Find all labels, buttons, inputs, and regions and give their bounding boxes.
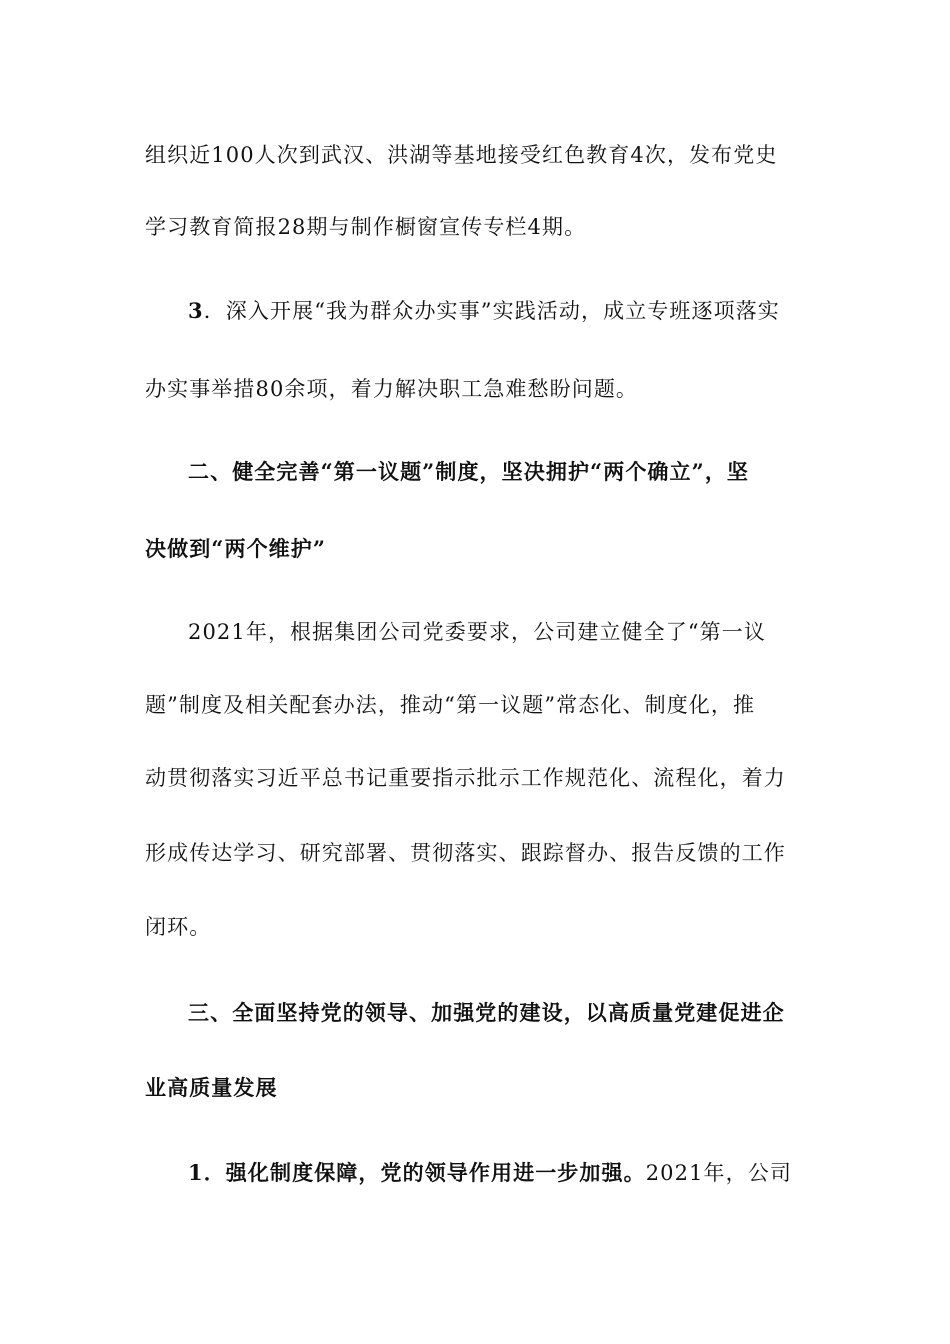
- section-heading: 决做到“两个维护”: [145, 536, 327, 561]
- paragraph-line: 题”制度及相关配套办法，推动“第一议题”常态化、制度化，推: [145, 693, 756, 717]
- paragraph-line: 2021年，根据集团公司党委要求，公司建立健全了“第一议: [188, 620, 766, 644]
- paragraph-line: 学习教育简报28期与制作橱窗宣传专栏4期。: [145, 215, 587, 239]
- item-lead: 1．强化制度保障，党的领导作用进一步加强。: [188, 1160, 646, 1185]
- paragraph-line: 动贯彻落实习近平总书记重要指示批示工作规范化、流程化，着力: [145, 766, 786, 790]
- paragraph-line: 形成传达学习、研究部署、贯彻落实、跟踪督办、报告反馈的工作: [145, 841, 786, 865]
- item-text: 2021年，公司: [645, 1161, 792, 1185]
- item-number: 3: [188, 298, 204, 323]
- paragraph-line: 办实事举措80余项，着力解决职工急难愁盼问题。: [145, 377, 639, 401]
- paragraph-line: [188, 297, 853, 325]
- item-text: ．深入开展“我为群众办实事”实践活动，成立专班逐项落实: [203, 299, 780, 323]
- paragraph-line: 闭环。: [145, 915, 212, 939]
- section-heading: 三、全面坚持党的领导、加强党的建设，以高质量党建促进企: [188, 1000, 785, 1025]
- paragraph-line: [188, 1159, 853, 1187]
- section-heading: 二、健全完善“第一议题”制度，坚决拥护“两个确立”，坚: [188, 459, 750, 484]
- section-heading: 业高质量发展: [145, 1075, 278, 1100]
- paragraph-line: 组织近100人次到武汉、洪湖等基地接受红色教育4次，发布党史: [145, 143, 778, 167]
